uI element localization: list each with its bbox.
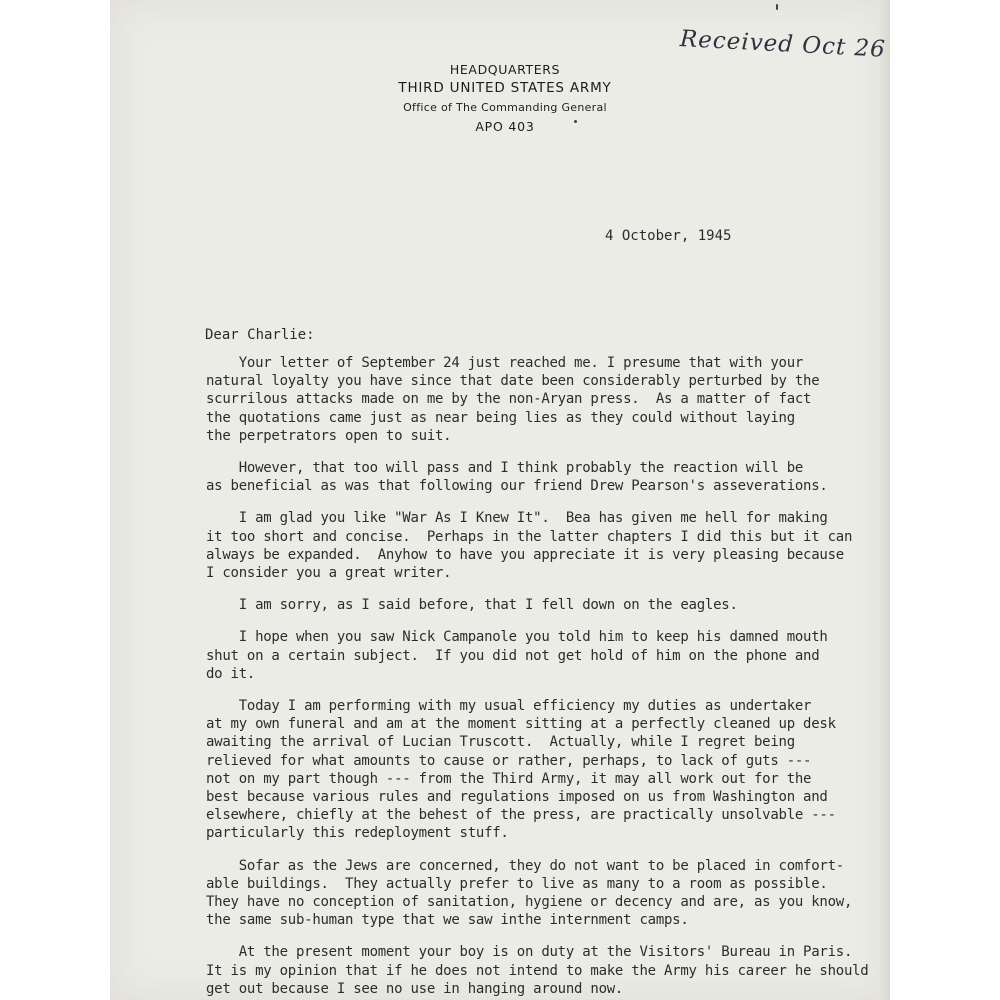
letter-date: 4 October, 1945	[605, 228, 732, 244]
handwritten-received-note: Received Oct 26	[679, 26, 887, 63]
salutation: Dear Charlie:	[205, 327, 315, 343]
paragraph: I am sorry, as I said before, that I fell down on the eagles.	[206, 597, 738, 614]
letterhead-office: Office of The Commanding General	[403, 101, 607, 114]
paragraph: At the present moment your boy is on duty at the Visitors' Bureau in Paris. It is my opinion that if he does not intend to make the Army his career he should get out because I see no use in hanging around now.	[206, 944, 869, 997]
letterhead-apo: APO 403	[475, 119, 535, 134]
paragraph: I am glad you like "War As I Knew It". Bea has given me hell for making it too short and concise. Perhaps in the latter chapters I did this but it can always be expanded. Anyhow to have you appreciate it is very pleasing because I consider you a great writer.	[206, 510, 853, 582]
letterhead-army: THIRD UNITED STATES ARMY	[398, 80, 612, 96]
paragraph: Today I am performing with my usual efficiency my duties as undertaker at my own funeral and am at the moment sitting at a perfectly cleaned up desk awaiting the arrival of Lucian Truscott. Actually, while I regret being relieved for what amounts to cause or rather, perhaps, to lack of guts --- not on my part though --- from the Third Army, it may all work out for the best because various rules and regulations imposed on us from Washington and elsewhere, chiefly at the behest of the press, are practically unsolvable --- particularly this redeployment stuff.	[206, 698, 836, 842]
paragraph: I hope when you saw Nick Campanole you told him to keep his damned mouth shut on a certain subject. If you did not get hold of him on the phone and do it.	[206, 629, 828, 682]
pen-mark	[776, 4, 778, 10]
letterhead-headquarters: HEADQUARTERS	[449, 62, 561, 77]
paragraph: However, that too will pass and I think probably the reaction will be as beneficial as was that following our friend Drew Pearson's asseverations.	[206, 460, 828, 495]
letter-body	[206, 354, 869, 998]
paragraph: Your letter of September 24 just reached me. I presume that with your natural loyalty you have since that date been considerably perturbed by the scurrilous attacks made on me by the non-Aryan press. As a matter of fact the quotations came just as near being lies as they could without laying the perpetrators open to suit.	[206, 355, 820, 444]
ink-dot	[574, 120, 577, 123]
page-edge	[880, 0, 890, 1000]
paragraph: Sofar as the Jews are concerned, they do not want to be placed in comfort- able buildings. They actually prefer to live as many to a room as possible. They have no conception of sanitation, hygiene or decency and are, as you know, the same sub-human type that we saw inthe internment camps.	[206, 857, 853, 929]
letterhead	[380, 60, 630, 136]
